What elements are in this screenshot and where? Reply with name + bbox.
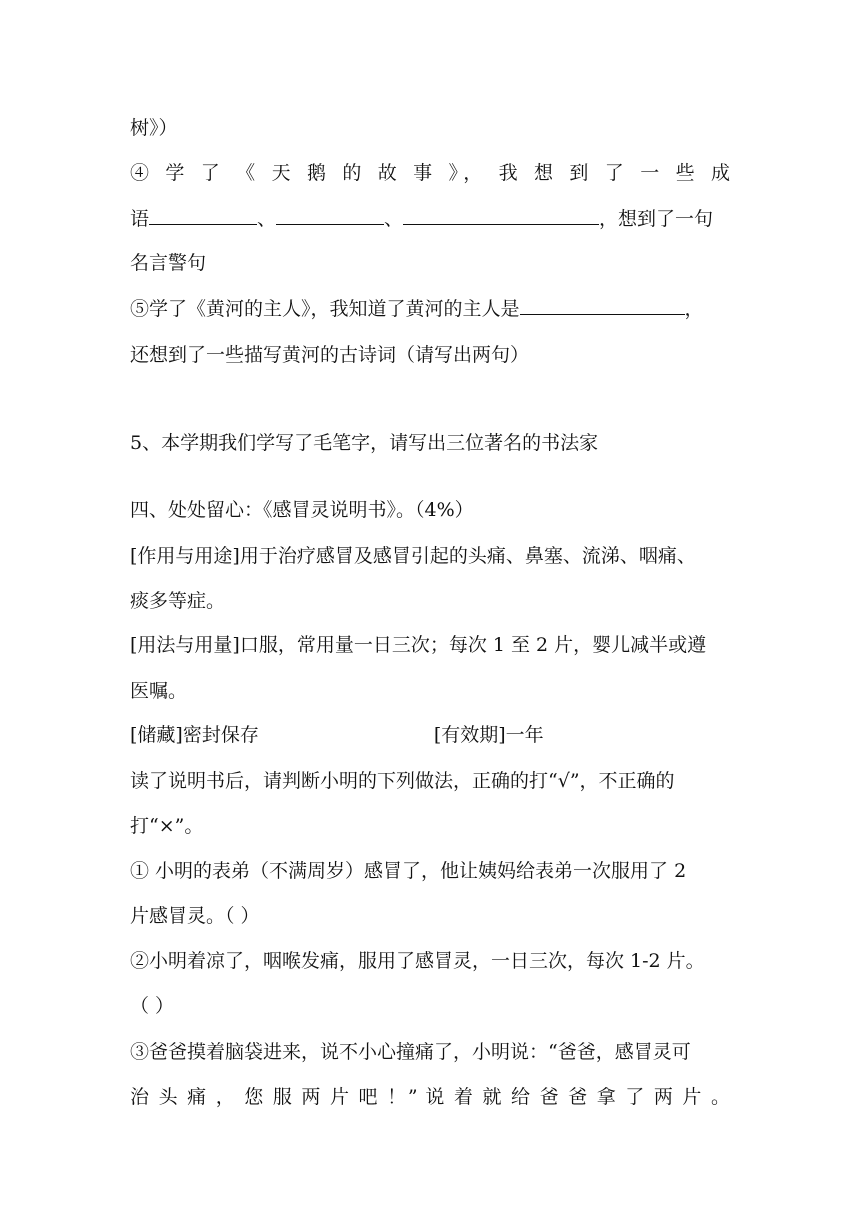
answer-blank[interactable] — [276, 204, 384, 225]
separator: 、 — [384, 208, 404, 230]
judgement-item-2: ②小明着凉了，咽喉发痛，服用了感冒灵，一日三次，每次 1-2 片。 — [130, 950, 705, 972]
text-line: 打“×”。 — [130, 815, 204, 837]
answer-blank[interactable] — [403, 204, 599, 225]
judgement-item-1: ① 小明的表弟（不满周岁）感冒了，他让姨妈给表弟一次服用了 2 — [130, 860, 687, 882]
instruction-dosage: [用法与用量]口服，常用量一日三次；每次 1 至 2 片，婴儿减半或遵 — [130, 634, 707, 656]
answer-blank[interactable] — [149, 204, 257, 225]
expiry-label: [有效期]一年 — [433, 724, 544, 746]
question-5: 5、本学期我们学写了毛笔字，请写出三位著名的书法家 — [130, 432, 599, 454]
question-4-item-5 — [130, 294, 730, 324]
text-segment: ， — [684, 298, 704, 320]
text-segment: ，想到了一句 — [599, 208, 714, 230]
text-segment: ⑤学了《黄河的主人》，我知道了黄河的主人是 — [130, 298, 520, 320]
text-segment: 语 — [130, 208, 150, 230]
judgement-item-1-answer[interactable]: 片感冒灵。（ ） — [130, 905, 260, 927]
text-line: 还想到了一些描写黄河的古诗词（请写出两句） — [130, 344, 530, 366]
question-4-item-4: ④ 学 了 《 天 鹅 的 故 事 》， 我 想 到 了 一 些 成 — [130, 162, 730, 184]
text-line: 治 头 痛 ， 您 服 两 片 吧 ！” 说 着 就 给 爸 爸 拿 了 两 片 。 — [130, 1086, 730, 1108]
storage-label: [储藏]密封保存 — [130, 724, 259, 746]
separator: 、 — [257, 208, 277, 230]
section-4-heading: 四、处处留心：《感冒灵说明书》。（4%） — [130, 499, 474, 521]
idiom-blanks-line — [130, 204, 730, 234]
text-line: 医嘱。 — [130, 680, 188, 702]
judgement-item-3: ③爸爸摸着脑袋进来，说不小心撞痛了，小明说：“爸爸，感冒灵可 — [130, 1041, 691, 1063]
instruction-storage — [130, 720, 730, 750]
text-line: 树》） — [130, 117, 178, 139]
judgement-item-2-answer[interactable]: （ ） — [130, 995, 175, 1017]
judgement-instruction: 读了说明书后，请判断小明的下列做法，正确的打“√”，不正确的 — [130, 770, 675, 792]
text-line: 名言警句 — [130, 252, 207, 274]
text-line: 痰多等症。 — [130, 590, 226, 612]
answer-blank[interactable] — [520, 294, 685, 315]
instruction-usage: [作用与用途]用于治疗感冒及感冒引起的头痛、鼻塞、流涕、咽痛、 — [130, 545, 696, 567]
